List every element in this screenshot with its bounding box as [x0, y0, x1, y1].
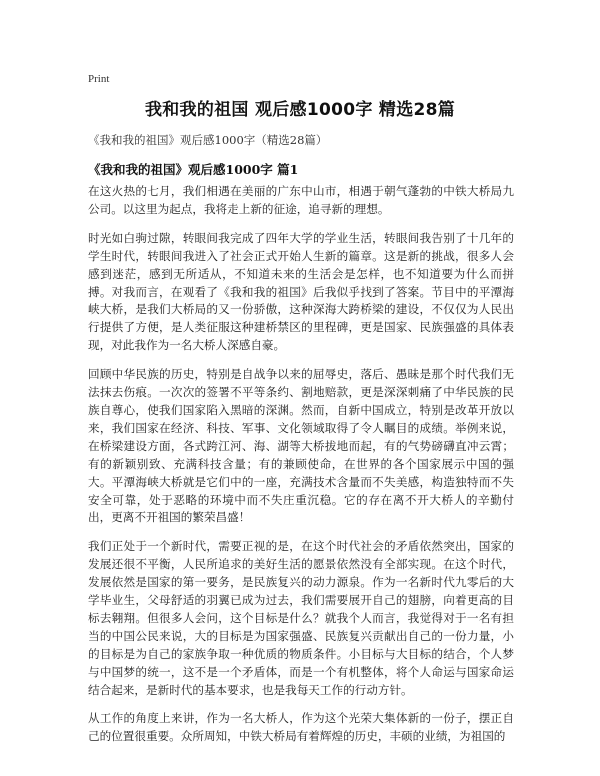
- document-title: 我和我的祖国 观后感1000字 精选28篇: [144, 100, 456, 120]
- paragraph-3: 回顾中华民族的历史，特别是自战争以来的屈辱史，落后、愚昧是那个时代我们无法抹去伤痕。一次次的签署不平等条约、割地赔款，更是深深刺痛了中华民族的民族自尊心，使我们国家陷入黑暗的深渊。然而，自新中国成立，特别是改革开放以来，我们国家在经济、科技、军事、文化领域取得了令人瞩目的成绩。举例来说，在桥梁建设方面，各式跨江河、海、湖等大桥拔地而起，有的气势磅礴直冲云霄；有的新颖别致、充满科技含量；有的兼顾使命，在世界的各个国家展示中国的强大。平潭海峡大桥就是它们中的一座，充满技术含量而不失美感，构造独特而不失安全可靠，处于恶略的环境中而不失庄重沉稳。它的存在离不开大桥人的辛勤付出，更离不开祖国的繁荣昌盛！: [88, 367, 514, 525]
- paragraph-2: 时光如白驹过隙，转眼间我完成了四年大学的学业生活，转眼间我告别了十几年的学生时代，转眼间我进入了社会正式开始人生新的篇章。这是新的挑战，很多人会感到迷茫，感到无所适从，不知道未来的生活会是怎样，也不知道要为什么而拼搏。对我而言，在观看了《我和我的祖国》后我似乎找到了答案。节目中的平潭海峡大桥，是我们大桥局的又一份骄傲，这种深海大跨桥梁的建设，不仅仅为人民出行提供了方便，是人类征服这种建桥禁区的里程碑，更是国家、民族强盛的具体表现，对此我作为一名大桥人深感自豪。: [88, 230, 514, 353]
- paragraph-1: 在这火热的七月，我们相遇在美丽的广东中山市，相遇于朝气蓬勃的中铁大桥局九公司。以这里为起点，我将走上新的征途，追寻新的理想。: [88, 184, 514, 216]
- article-body: [88, 183, 514, 757]
- document-subtitle: 《我和我的祖国》观后感1000字（精选28篇）: [88, 133, 328, 147]
- print-label[interactable]: Print: [88, 73, 110, 85]
- section-heading: 《我和我的祖国》观后感1000字 篇1: [88, 162, 299, 177]
- paragraph-4: 我们正处于一个新时代，需要正视的是，在这个时代社会的矛盾依然突出，国家的发展还很不平衡，人民所追求的美好生活的愿景依然没有全部实现。在这个时代，发展依然是国家的第一要务，是民族复兴的动力源泉。作为一名新时代九零后的大学毕业生，父母舒适的羽翼已成为过去，我们需要展开自己的翅膀，向着更高的目标去翱翔。但很多人会问，这个目标是什么？就我个人而言，我觉得对于一名有担当的中国公民来说，大的目标是为国家强盛、民族复兴贡献出自己的一份力量，小的目标是为自己的家族争取一种优质的物质条件。小目标与大目标的结合，个人梦与中国梦的统一，这不是一个矛盾体，而是一个有机整体，将个人命运与国家命运结合起来，是新时代的基本要求，也是我每天工作的行动方针。: [88, 539, 514, 697]
- paragraph-5: 从工作的角度上来讲，作为一名大桥人，作为这个光荣大集体新的一份子，摆正自己的位置很重要。众所周知，中铁大桥局有着辉煌的历史，丰硕的业绩，为祖国的: [88, 711, 514, 744]
